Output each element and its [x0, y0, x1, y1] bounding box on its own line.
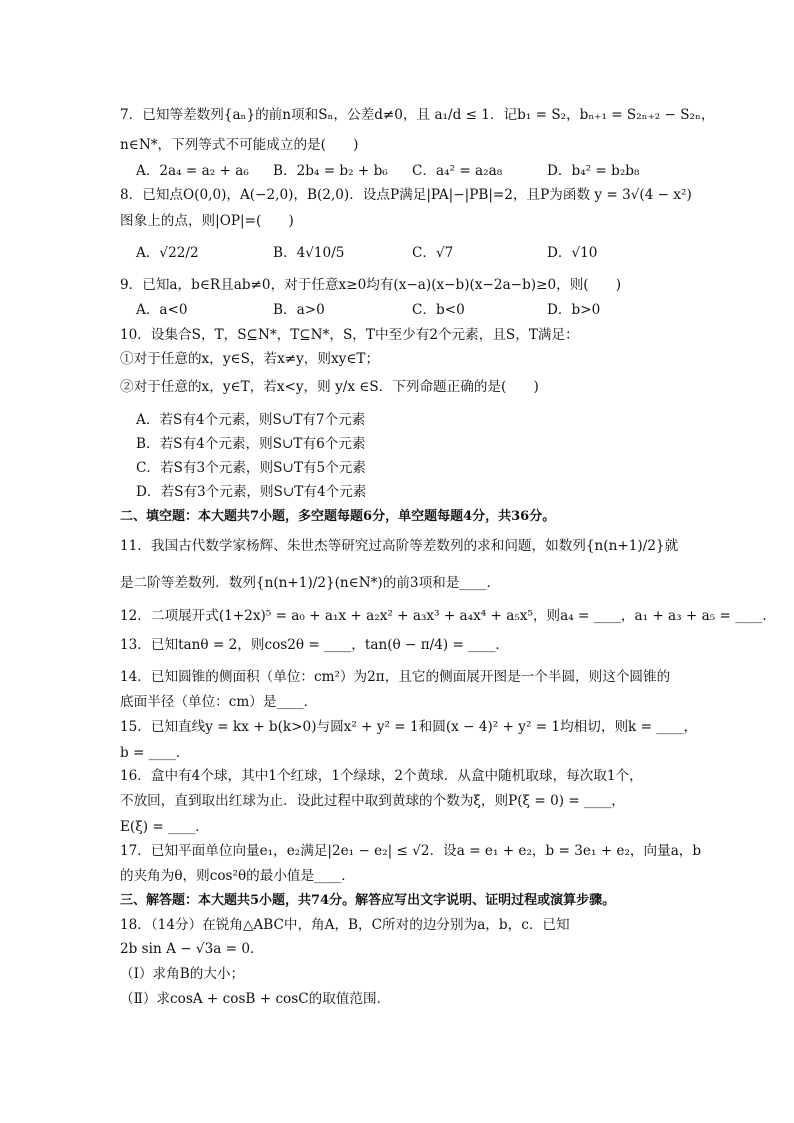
q9-option-c: C．b<0	[412, 302, 465, 318]
question-8-stem: 8．已知点O(0,0)，A(−2,0)，B(2,0)．设点P满足|PA|−|PB|=2，且P为函数 y = 3√(4 − x²)	[120, 187, 692, 203]
question-7-stem: 7．已知等差数列{aₙ}的前n项和Sₙ，公差d≠0，且 a₁/d ≤ 1．记b₁ = S₂，bₙ₊₁ = S₂ₙ₊₂ − S₂ₙ，	[120, 107, 715, 123]
question-10-condition-1: ①对于任意的x，y∈S，若x≠y，则xy∈T；	[120, 351, 380, 367]
q10-option-d: D．若S有3个元素，则S∪T有4个元素	[136, 484, 367, 500]
q9-option-a: A．a<0	[136, 302, 188, 318]
question-13: 13．已知tanθ = 2，则cos2θ = ____，tan(θ − π/4) = ____．	[120, 637, 509, 653]
q8-option-a: A．√22/2	[136, 245, 199, 261]
question-11-stem-cont: 是二阶等差数列．数列{n(n+1)/2}(n∈N*)的前3项和是____．	[120, 575, 501, 591]
q8-option-d: D．√10	[547, 245, 598, 261]
question-18-part-2: （Ⅱ）求cosA + cosB + cosC的取值范围．	[120, 991, 391, 1007]
question-17-stem: 17．已知平面单位向量e₁，e₂满足|2e₁ − e₂| ≤ √2．设a = e₁ + e₂，b = 3e₁ + e₂，向量a，b	[120, 843, 702, 859]
q9-option-b: B．a>0	[273, 302, 325, 318]
question-15-stem: 15．已知直线y = kx + b(k>0)与圆x² + y² = 1和圆(x − 4)² + y² = 1均相切，则k = ____，	[120, 719, 698, 735]
question-8-stem-cont: 图象上的点，则|OP|=( )	[120, 213, 294, 229]
q9-option-d: D．b>0	[547, 302, 601, 318]
question-16-stem: 16．盒中有4个球，其中1个红球，1个绿球，2个黄球．从盒中随机取球，每次取1个，	[120, 768, 643, 784]
q8-option-b: B．4√10/5	[273, 245, 345, 261]
section-3-heading: 三、解答题：本大题共5小题，共74分。解答应写出文字说明、证明过程或演算步骤。	[120, 893, 616, 908]
q10-option-a: A．若S有4个元素，则S∪T有7个元素	[136, 412, 366, 428]
question-16-stem-end: E(ξ) = ____．	[120, 819, 209, 835]
question-18-stem-cont: 2b sin A − √3a = 0．	[120, 941, 264, 957]
question-15-stem-cont: b = ____．	[120, 745, 190, 761]
question-9-stem: 9．已知a，b∈R且ab≠0，对于任意x≥0均有(x−a)(x−b)(x−2a−b)≥0，则( )	[120, 277, 622, 293]
q7-option-a: A．2a₄ = a₂ + a₆	[136, 163, 249, 179]
question-18-stem: 18．（14分）在锐角△ABC中，角A，B，C所对的边分别为a，b，c．已知	[120, 917, 570, 933]
question-14-stem: 14．已知圆锥的侧面积（单位：cm²）为2π，且它的侧面展开图是一个半圆，则这个圆锥的	[120, 669, 671, 685]
q10-option-b: B．若S有4个元素，则S∪T有6个元素	[136, 436, 366, 452]
q8-option-c: C．√7	[412, 245, 454, 261]
question-11-stem: 11．我国古代数学家杨辉、朱世杰等研究过高阶等差数列的求和问题，如数列{n(n+1)/2}就	[120, 538, 679, 554]
question-12: 12．二项展开式(1+2x)⁵ = a₀ + a₁x + a₂x² + a₃x³ + a₄x⁴ + a₅x⁵，则a₄ = ____，a₁ + a₃ + a₅ = ____．	[120, 608, 777, 624]
question-10-stem: 10．设集合S，T，S⊆N*，T⊆N*，S，T中至少有2个元素，且S，T满足：	[120, 327, 579, 343]
question-18-part-1: （Ⅰ）求角B的大小；	[120, 966, 245, 982]
q7-option-b: B．2b₄ = b₂ + b₆	[273, 163, 388, 179]
question-16-stem-cont: 不放回，直到取出红球为止．设此过程中取到黄球的个数为ξ，则P(ξ = 0) = ____，	[120, 793, 625, 809]
question-17-stem-cont: 的夹角为θ，则cos²θ的最小值是____．	[120, 868, 355, 884]
question-10-condition-2: ②对于任意的x，y∈T，若x<y，则 y/x ∈S．下列命题正确的是( )	[120, 379, 539, 395]
question-7-stem-cont: n∈N*，下列等式不可能成立的是( )	[120, 137, 359, 153]
q7-option-d: D．b₄² = b₂b₈	[547, 163, 640, 179]
section-2-heading: 二、填空题：本大题共7小题，多空题每题6分，单空题每题4分，共36分。	[120, 509, 556, 524]
q10-option-c: C．若S有3个元素，则S∪T有5个元素	[136, 460, 366, 476]
q7-option-c: C．a₄² = a₂a₈	[412, 163, 503, 179]
question-14-stem-cont: 底面半径（单位：cm）是____．	[120, 694, 318, 710]
